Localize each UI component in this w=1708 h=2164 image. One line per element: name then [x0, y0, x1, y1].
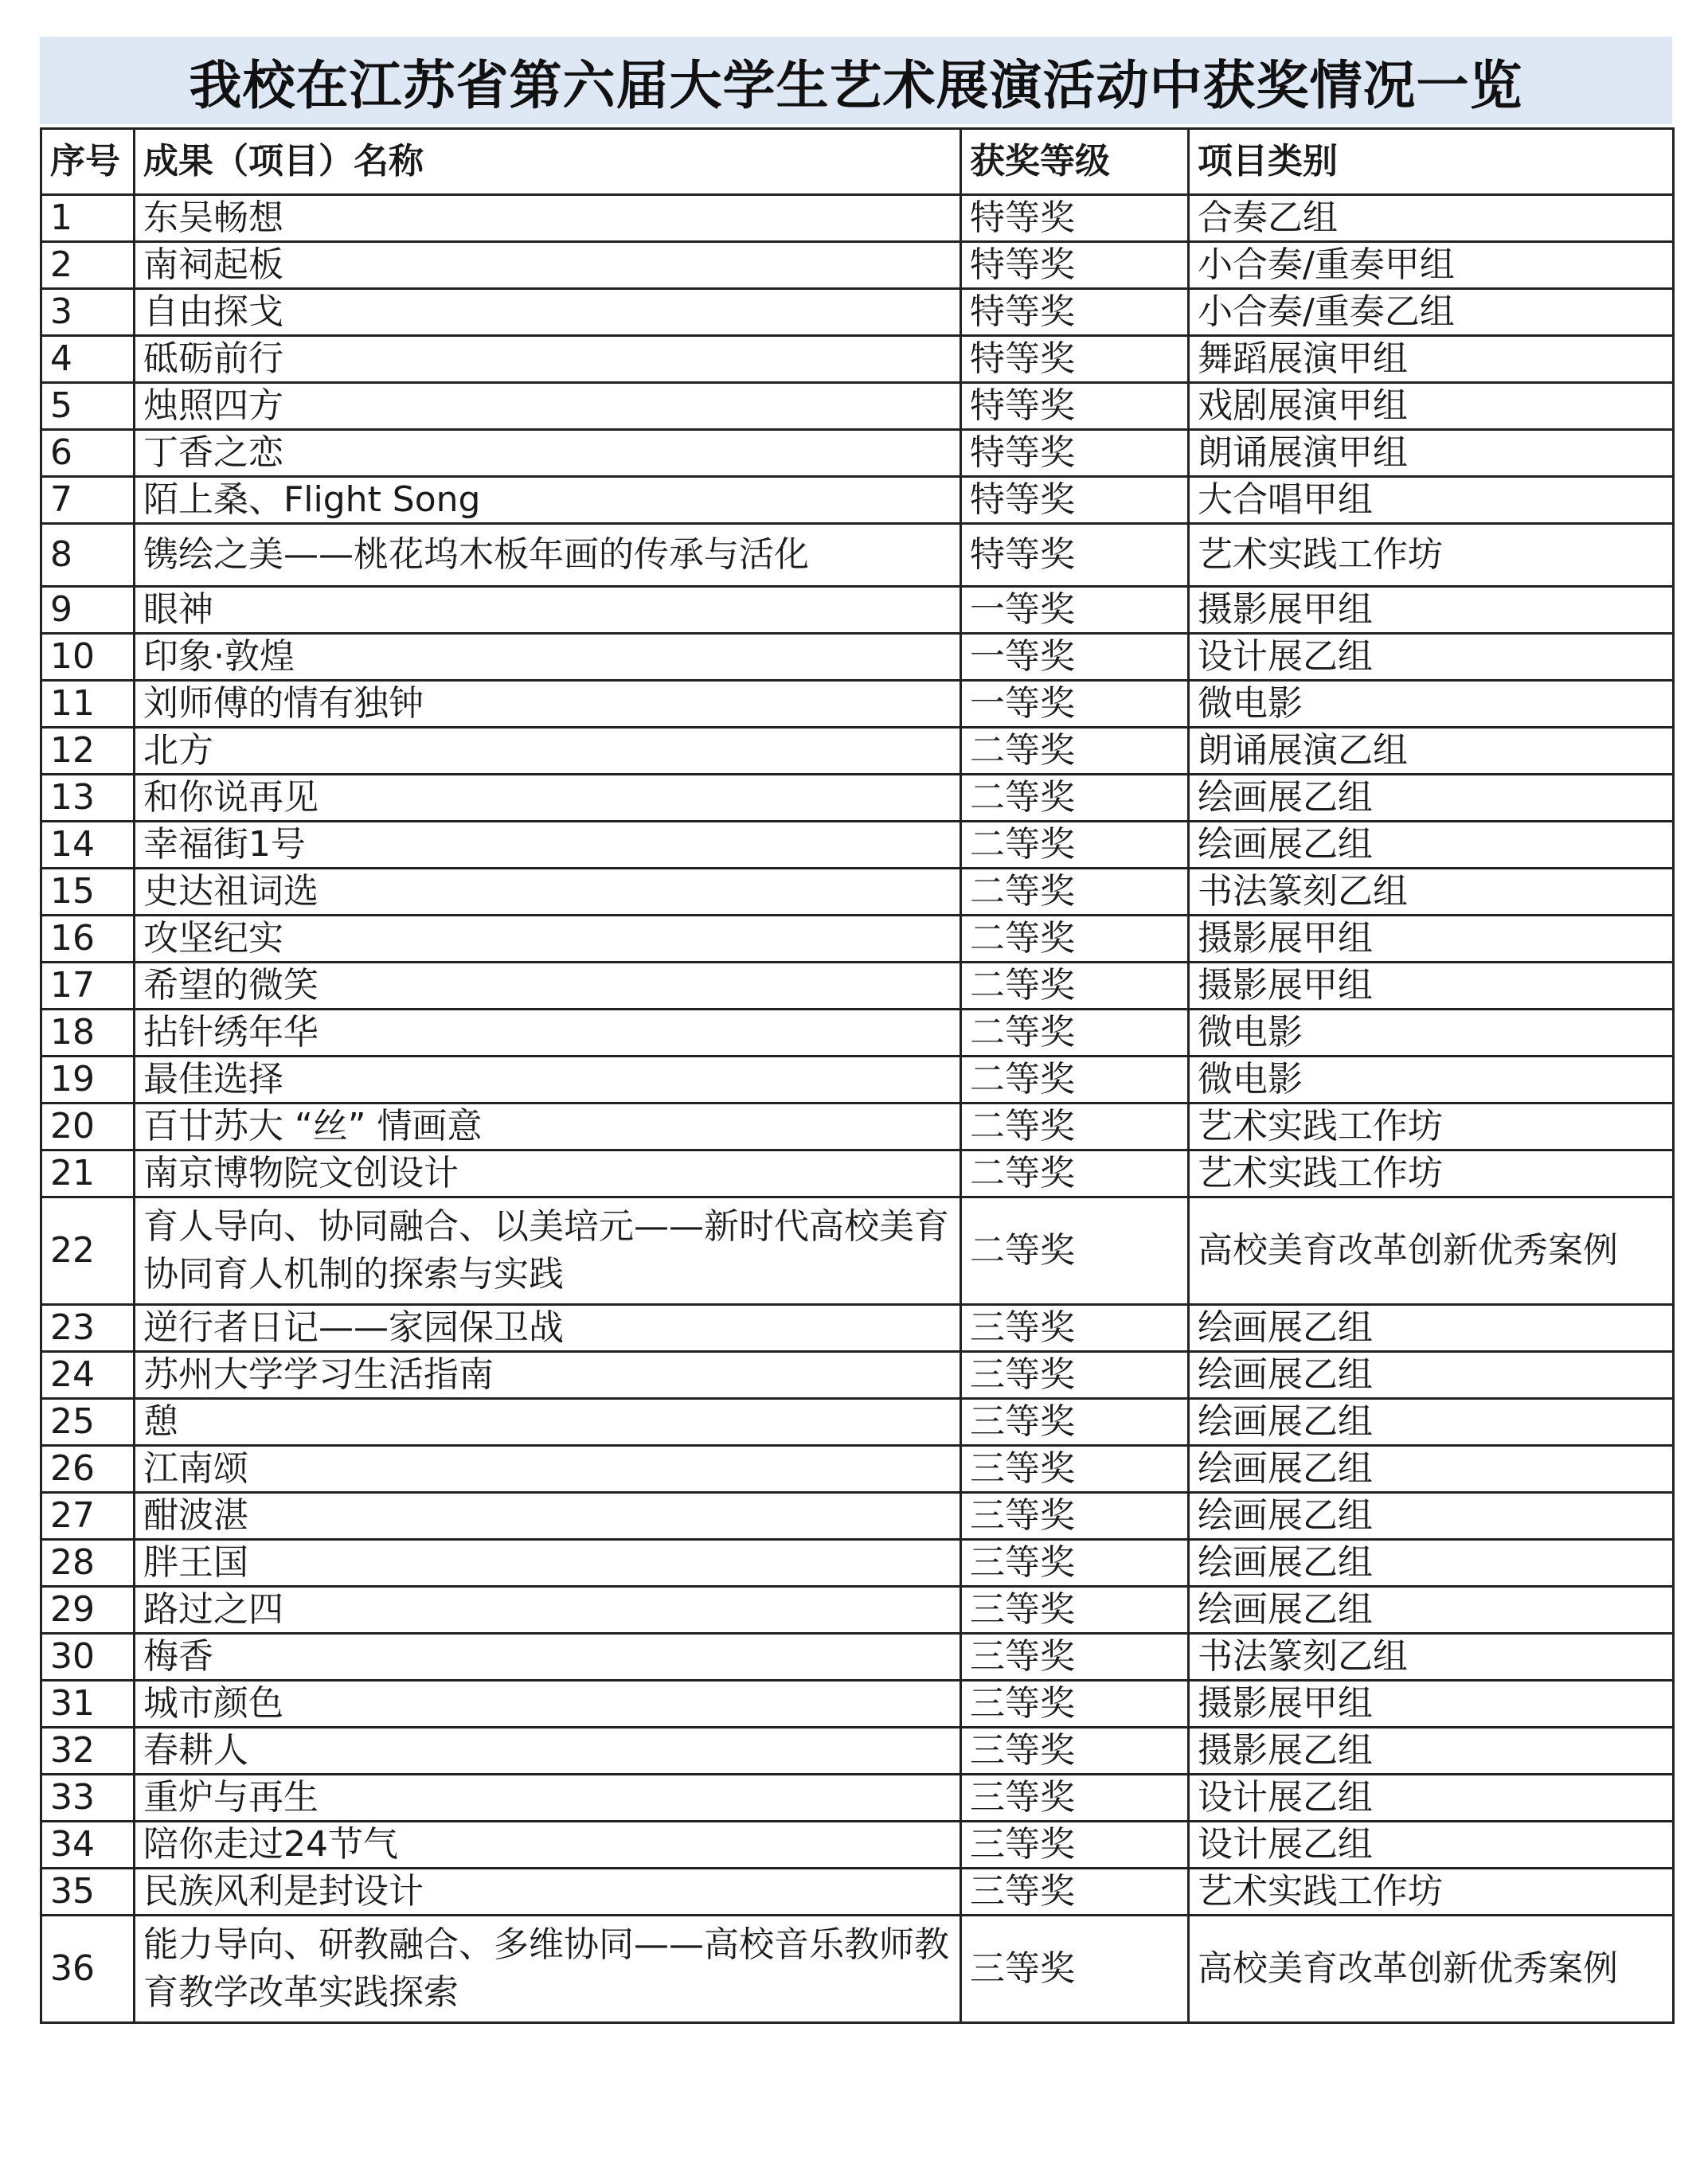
cell-category: 摄影展乙组 [1189, 1728, 1674, 1775]
cell-number: 31 [41, 1681, 135, 1728]
cell-name: 镌绘之美——桃花坞木板年画的传承与活化 [135, 524, 961, 587]
cell-category: 小合奏/重奏乙组 [1189, 289, 1674, 336]
table-row [41, 1869, 1674, 1916]
cell-category: 绘画展乙组 [1189, 1540, 1674, 1587]
cell-level: 二等奖 [961, 775, 1189, 822]
cell-name: 能力导向、研教融合、多维协同——高校音乐教师教育教学改革实践探索 [135, 1916, 961, 2023]
cell-name: 眼神 [135, 587, 961, 634]
cell-name: 逆行者日记——家园保卫战 [135, 1305, 961, 1352]
table-row [41, 634, 1674, 681]
cell-level: 三等奖 [961, 1681, 1189, 1728]
cell-level: 特等奖 [961, 289, 1189, 336]
cell-name: 憩 [135, 1399, 961, 1446]
cell-category: 戏剧展演甲组 [1189, 383, 1674, 430]
cell-name: 酣波湛 [135, 1493, 961, 1540]
header-number: 序号 [41, 129, 135, 195]
table-row [41, 1305, 1674, 1352]
table-row [41, 869, 1674, 916]
cell-level: 三等奖 [961, 1399, 1189, 1446]
cell-number: 35 [41, 1869, 135, 1916]
cell-level: 二等奖 [961, 728, 1189, 775]
cell-number: 7 [41, 477, 135, 524]
cell-category: 绘画展乙组 [1189, 1493, 1674, 1540]
table-row [41, 1352, 1674, 1399]
cell-number: 26 [41, 1446, 135, 1493]
cell-level: 三等奖 [961, 1493, 1189, 1540]
cell-category: 绘画展乙组 [1189, 822, 1674, 869]
cell-number: 27 [41, 1493, 135, 1540]
cell-level: 三等奖 [961, 1352, 1189, 1399]
cell-level: 三等奖 [961, 1728, 1189, 1775]
table-row [41, 242, 1674, 289]
cell-number: 14 [41, 822, 135, 869]
cell-level: 特等奖 [961, 336, 1189, 383]
cell-level: 一等奖 [961, 681, 1189, 728]
cell-level: 三等奖 [961, 1587, 1189, 1634]
cell-name: 陪你走过24节气 [135, 1822, 961, 1869]
cell-name: 胖王国 [135, 1540, 961, 1587]
cell-level: 二等奖 [961, 869, 1189, 916]
cell-name: 拈针绣年华 [135, 1010, 961, 1057]
cell-level: 二等奖 [961, 1057, 1189, 1103]
table-row [41, 1197, 1674, 1305]
cell-level: 特等奖 [961, 524, 1189, 587]
cell-number: 13 [41, 775, 135, 822]
cell-number: 15 [41, 869, 135, 916]
cell-name: 育人导向、协同融合、以美培元——新时代高校美育协同育人机制的探索与实践 [135, 1197, 961, 1305]
cell-category: 绘画展乙组 [1189, 1587, 1674, 1634]
cell-name: 民族风利是封设计 [135, 1869, 961, 1916]
cell-name: 百廿苏大 “丝” 情画意 [135, 1103, 961, 1150]
cell-level: 三等奖 [961, 1446, 1189, 1493]
cell-number: 11 [41, 681, 135, 728]
cell-category: 微电影 [1189, 681, 1674, 728]
cell-category: 艺术实践工作坊 [1189, 524, 1674, 587]
cell-number: 12 [41, 728, 135, 775]
cell-category: 绘画展乙组 [1189, 1399, 1674, 1446]
table-row [41, 430, 1674, 477]
cell-level: 一等奖 [961, 587, 1189, 634]
cell-category: 绘画展乙组 [1189, 775, 1674, 822]
cell-number: 30 [41, 1634, 135, 1681]
cell-level: 二等奖 [961, 1197, 1189, 1305]
cell-number: 1 [41, 195, 135, 242]
cell-category: 微电影 [1189, 1010, 1674, 1057]
table-row [41, 963, 1674, 1010]
cell-number: 23 [41, 1305, 135, 1352]
cell-number: 10 [41, 634, 135, 681]
cell-category: 设计展乙组 [1189, 1775, 1674, 1822]
cell-name: 梅香 [135, 1634, 961, 1681]
table-header-row [41, 129, 1674, 195]
table-row [41, 1916, 1674, 2023]
table-row [41, 1822, 1674, 1869]
cell-category: 高校美育改革创新优秀案例 [1189, 1197, 1674, 1305]
table-row [41, 195, 1674, 242]
table-row [41, 1057, 1674, 1103]
cell-level: 三等奖 [961, 1775, 1189, 1822]
cell-number: 28 [41, 1540, 135, 1587]
cell-category: 艺术实践工作坊 [1189, 1150, 1674, 1197]
table-row [41, 1150, 1674, 1197]
table-row [41, 383, 1674, 430]
cell-number: 34 [41, 1822, 135, 1869]
table-row [41, 1540, 1674, 1587]
cell-number: 29 [41, 1587, 135, 1634]
table-row [41, 916, 1674, 963]
cell-number: 9 [41, 587, 135, 634]
table-row [41, 336, 1674, 383]
cell-category: 摄影展甲组 [1189, 963, 1674, 1010]
cell-level: 二等奖 [961, 1010, 1189, 1057]
cell-number: 20 [41, 1103, 135, 1150]
cell-level: 三等奖 [961, 1540, 1189, 1587]
cell-name: 烛照四方 [135, 383, 961, 430]
cell-level: 二等奖 [961, 963, 1189, 1010]
table-row [41, 587, 1674, 634]
cell-number: 33 [41, 1775, 135, 1822]
cell-number: 21 [41, 1150, 135, 1197]
cell-number: 16 [41, 916, 135, 963]
cell-level: 特等奖 [961, 430, 1189, 477]
cell-name: 江南颂 [135, 1446, 961, 1493]
cell-category: 舞蹈展演甲组 [1189, 336, 1674, 383]
table-row [41, 1587, 1674, 1634]
cell-name: 幸福街1号 [135, 822, 961, 869]
cell-number: 3 [41, 289, 135, 336]
cell-number: 25 [41, 1399, 135, 1446]
table-row [41, 1728, 1674, 1775]
cell-level: 三等奖 [961, 1634, 1189, 1681]
cell-name: 重炉与再生 [135, 1775, 961, 1822]
cell-name: 希望的微笑 [135, 963, 961, 1010]
cell-name: 砥砺前行 [135, 336, 961, 383]
cell-name: 和你说再见 [135, 775, 961, 822]
cell-category: 绘画展乙组 [1189, 1305, 1674, 1352]
cell-name: 东吴畅想 [135, 195, 961, 242]
cell-name: 路过之四 [135, 1587, 961, 1634]
cell-category: 摄影展甲组 [1189, 916, 1674, 963]
cell-number: 24 [41, 1352, 135, 1399]
cell-level: 特等奖 [961, 195, 1189, 242]
cell-name: 刘师傅的情有独钟 [135, 681, 961, 728]
cell-number: 8 [41, 524, 135, 587]
table-row [41, 1681, 1674, 1728]
header-level: 获奖等级 [961, 129, 1189, 195]
awards-table-body [41, 195, 1674, 2023]
cell-level: 二等奖 [961, 916, 1189, 963]
cell-category: 绘画展乙组 [1189, 1352, 1674, 1399]
cell-name: 最佳选择 [135, 1057, 961, 1103]
cell-name: 史达祖词选 [135, 869, 961, 916]
cell-number: 17 [41, 963, 135, 1010]
cell-level: 特等奖 [961, 242, 1189, 289]
cell-number: 32 [41, 1728, 135, 1775]
table-row [41, 477, 1674, 524]
cell-number: 18 [41, 1010, 135, 1057]
cell-number: 5 [41, 383, 135, 430]
cell-name: 苏州大学学习生活指南 [135, 1352, 961, 1399]
cell-level: 二等奖 [961, 1150, 1189, 1197]
cell-level: 三等奖 [961, 1869, 1189, 1916]
cell-name: 自由探戈 [135, 289, 961, 336]
cell-name: 印象·敦煌 [135, 634, 961, 681]
cell-category: 合奏乙组 [1189, 195, 1674, 242]
cell-level: 三等奖 [961, 1822, 1189, 1869]
cell-level: 二等奖 [961, 822, 1189, 869]
table-row [41, 1775, 1674, 1822]
table-row [41, 1103, 1674, 1150]
cell-name: 城市颜色 [135, 1681, 961, 1728]
table-row [41, 775, 1674, 822]
awards-table [40, 127, 1675, 2024]
cell-level: 二等奖 [961, 1103, 1189, 1150]
cell-number: 2 [41, 242, 135, 289]
cell-category: 摄影展甲组 [1189, 1681, 1674, 1728]
table-row [41, 822, 1674, 869]
header-category: 项目类别 [1189, 129, 1674, 195]
cell-level: 三等奖 [961, 1305, 1189, 1352]
cell-name: 南京博物院文创设计 [135, 1150, 961, 1197]
cell-level: 特等奖 [961, 383, 1189, 430]
table-row [41, 1010, 1674, 1057]
cell-category: 大合唱甲组 [1189, 477, 1674, 524]
page-title: 我校在江苏省第六届大学生艺术展演活动中获奖情况一览 [189, 54, 1523, 116]
cell-name: 攻坚纪实 [135, 916, 961, 963]
cell-number: 6 [41, 430, 135, 477]
cell-category: 微电影 [1189, 1057, 1674, 1103]
cell-category: 摄影展甲组 [1189, 587, 1674, 634]
cell-category: 高校美育改革创新优秀案例 [1189, 1916, 1674, 2023]
title-banner [40, 37, 1672, 124]
cell-category: 朗诵展演乙组 [1189, 728, 1674, 775]
cell-category: 设计展乙组 [1189, 1822, 1674, 1869]
cell-category: 朗诵展演甲组 [1189, 430, 1674, 477]
table-row [41, 1399, 1674, 1446]
cell-name: 南祠起板 [135, 242, 961, 289]
cell-name: 陌上桑、Flight Song [135, 477, 961, 524]
cell-category: 艺术实践工作坊 [1189, 1869, 1674, 1916]
cell-category: 绘画展乙组 [1189, 1446, 1674, 1493]
cell-category: 设计展乙组 [1189, 634, 1674, 681]
cell-name: 丁香之恋 [135, 430, 961, 477]
table-row [41, 289, 1674, 336]
table-row [41, 1634, 1674, 1681]
header-name: 成果（项目）名称 [135, 129, 961, 195]
cell-number: 19 [41, 1057, 135, 1103]
cell-number: 22 [41, 1197, 135, 1305]
cell-category: 书法篆刻乙组 [1189, 1634, 1674, 1681]
cell-name: 春耕人 [135, 1728, 961, 1775]
table-row [41, 524, 1674, 587]
table-row [41, 728, 1674, 775]
cell-number: 4 [41, 336, 135, 383]
cell-name: 北方 [135, 728, 961, 775]
cell-category: 艺术实践工作坊 [1189, 1103, 1674, 1150]
cell-category: 书法篆刻乙组 [1189, 869, 1674, 916]
table-row [41, 681, 1674, 728]
table-row [41, 1493, 1674, 1540]
table-row [41, 1446, 1674, 1493]
cell-level: 一等奖 [961, 634, 1189, 681]
cell-level: 特等奖 [961, 477, 1189, 524]
cell-category: 小合奏/重奏甲组 [1189, 242, 1674, 289]
cell-level: 三等奖 [961, 1916, 1189, 2023]
cell-number: 36 [41, 1916, 135, 2023]
